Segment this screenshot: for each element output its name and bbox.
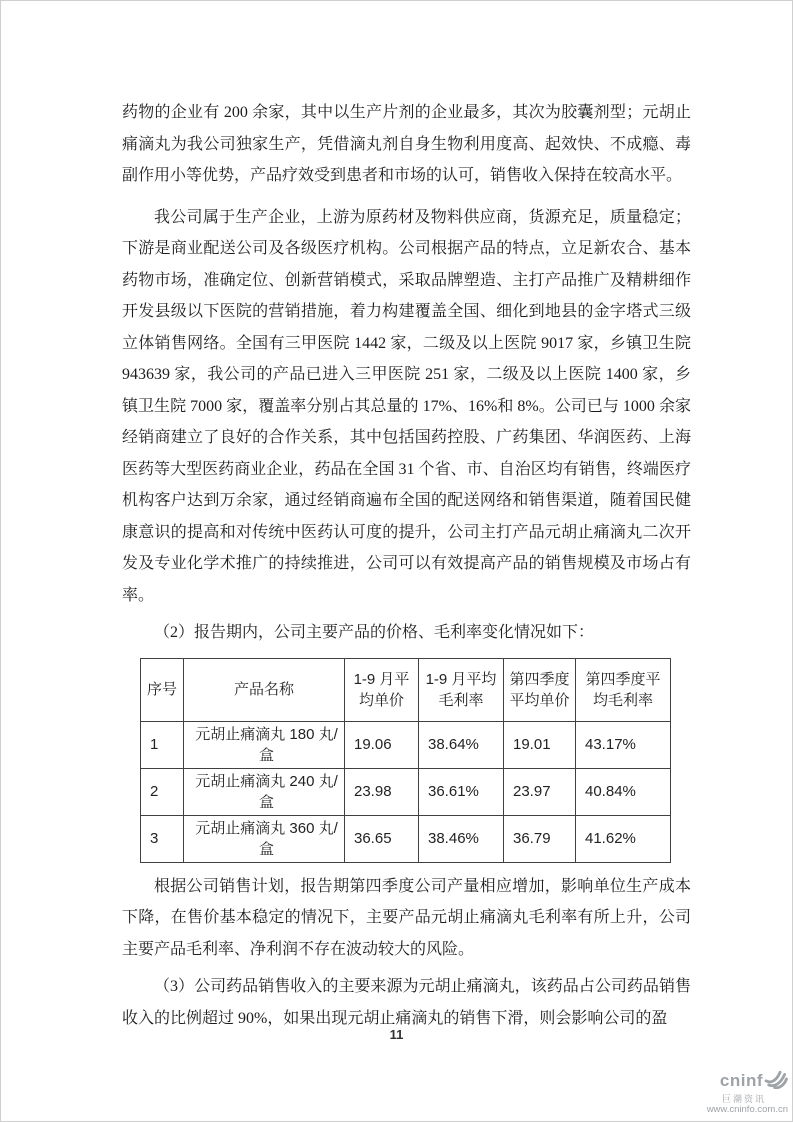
header-cell-product-name: 产品名称: [184, 658, 345, 721]
document-body: [122, 97, 691, 1040]
paragraph-revenue-risk: （3）公司药品销售收入的主要来源为元胡止痛滴丸，该药品占公司药品销售收入的比例超过 90%，如果出现元胡止痛滴丸的销售下滑，则会影响公司的盈: [122, 978, 691, 1027]
table-header-row: [141, 658, 671, 721]
cninfo-logo-url: www.cninfo.com.cn: [706, 1104, 788, 1116]
header-cell-index: 序号: [141, 658, 184, 721]
cell-avg-margin-9m: 38.64%: [419, 721, 504, 768]
cell-avg-price-q4: 19.01: [504, 721, 576, 768]
cell-avg-price-9m: 36.65: [345, 815, 419, 862]
cell-product-name: 元胡止痛滴丸 180 丸/盒: [184, 721, 345, 768]
cninfo-logo: [698, 1069, 788, 1116]
cninfo-swirl-icon: [764, 1069, 788, 1094]
cell-product-name: 元胡止痛滴丸 360 丸/盒: [184, 815, 345, 862]
paragraph-sales-plan: 根据公司销售计划，报告期第四季度公司产量相应增加，影响单位生产成本下降，在售价基本稳定的情况下，主要产品元胡止痛滴丸毛利率有所上升，公司主要产品毛利率、净利润不存在波动较大的风险。: [122, 877, 691, 958]
cell-avg-margin-q4: 40.84%: [576, 768, 671, 815]
cell-avg-price-9m: 23.98: [345, 768, 419, 815]
paragraph-continued: 药物的企业有 200 余家，其中以生产片剂的企业最多，其次为胶囊剂型；元胡止痛滴丸为我公司独家生产，凭借滴丸剂自身生物利用度高、起效快、不成瘾、毒副作用小等优势，产品疗效受到患者和市场的认可，销售收入保持在较高水平。: [122, 104, 691, 184]
cninfo-logo-row: [698, 1069, 788, 1094]
cell-avg-margin-9m: 38.46%: [419, 815, 504, 862]
page-number: 11: [389, 1027, 404, 1042]
cell-index: 2: [141, 768, 184, 815]
cell-index: 1: [141, 721, 184, 768]
cell-avg-price-9m: 19.06: [345, 721, 419, 768]
header-cell-avg-margin-9m: 1-9 月平均毛利率: [419, 658, 504, 721]
cninfo-logo-chinese: 巨潮资讯: [721, 1093, 766, 1104]
price-margin-table: [140, 658, 671, 863]
table-row: [141, 815, 671, 862]
paragraph-company-overview: 我公司属于生产企业，上游为原药材及物料供应商，货源充足，质量稳定；下游是商业配送公司及各级医疗机构。公司根据产品的特点，立足新农合、基本药物市场，准确定位、创新营销模式，采取品牌塑造、主打产品推广及精耕细作开发县级以下医院的营销措施，着力构建覆盖全国、细化到地县的金字塔式三级立体销售网络。全国有三甲医院 1442 家，二级及以上医院 9017 家，乡镇卫生院 943639 家，我公司的产品已进入三甲医院 251 家，二级及以上医院 1400 家，乡镇卫生院 7000 家，覆盖率分别占其总量的 17%、16%和 8%。公司已与 1000 余家经销商建立了良好的合作关系，其中包括国药控股、广药集团、华润医药、上海医药等大型医药商业企业，药品在全国 31 个省、市、自治区均有销售，终端医疗机构客户达到万余家，通过经销商遍布全国的配送网络和销售渠道，随着国民健康意识的提高和对传统中医药认可度的提升，公司主打产品元胡止痛滴丸二次开发及专业化学术推广的持续推进，公司可以有效提高产品的销售规模及市场占有率。: [122, 208, 691, 604]
table-row: [141, 768, 671, 815]
cninfo-logo-text: cninf: [719, 1070, 763, 1090]
cell-index: 3: [141, 815, 184, 862]
cell-product-name: 元胡止痛滴丸 240 丸/盒: [184, 768, 345, 815]
cell-avg-margin-q4: 41.62%: [576, 815, 671, 862]
table-row: [141, 721, 671, 768]
header-cell-avg-price-q4: 第四季度平均单价: [504, 658, 576, 721]
cell-avg-margin-9m: 36.61%: [419, 768, 504, 815]
cell-avg-margin-q4: 43.17%: [576, 721, 671, 768]
header-cell-avg-price-9m: 1-9 月平均单价: [345, 658, 419, 721]
header-cell-avg-margin-q4: 第四季度平均毛利率: [576, 658, 671, 721]
cell-avg-price-q4: 23.97: [504, 768, 576, 815]
paragraph-table-intro: （2）报告期内，公司主要产品的价格、毛利率变化情况如下：: [154, 624, 595, 641]
cell-avg-price-q4: 36.79: [504, 815, 576, 862]
